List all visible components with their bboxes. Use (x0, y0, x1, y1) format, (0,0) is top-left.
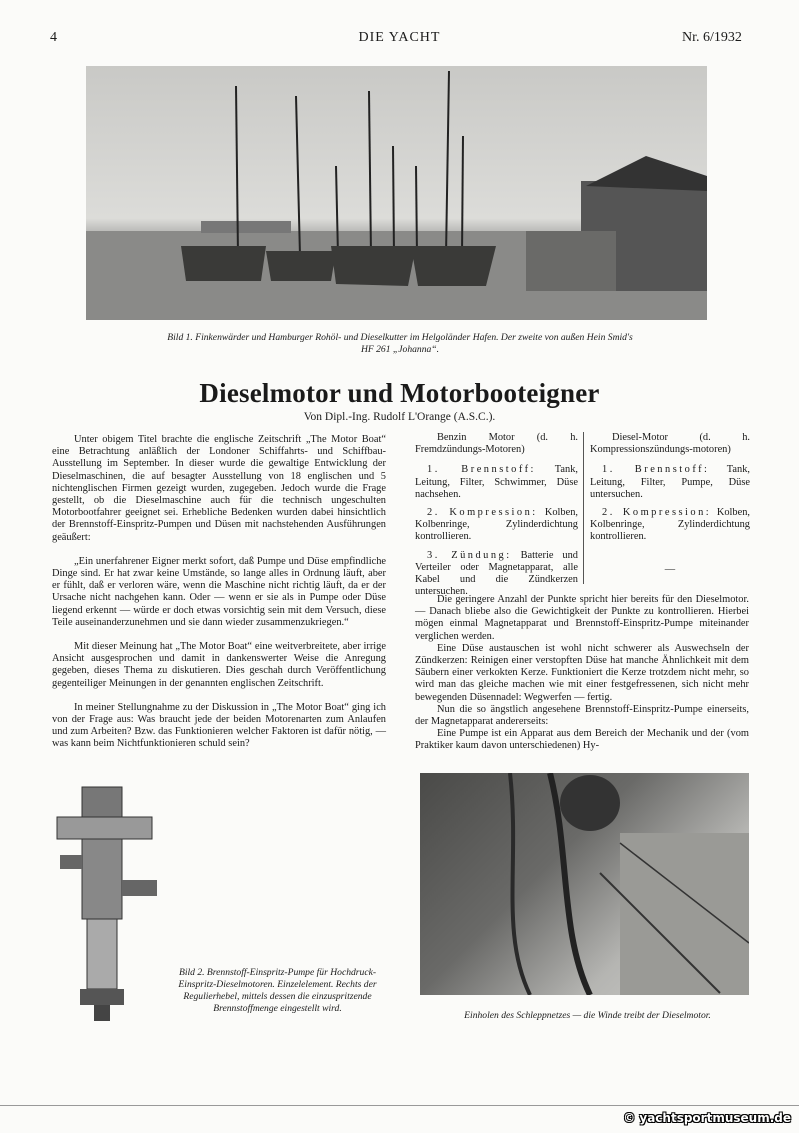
figure2-caption: Bild 2. Brennstoff-Einspritz-Pumpe für Hochdruck-Einspritz-Dieselmotoren. Einzelelement. Rechts der Regulierhebel, mittels dessen die einzuspritzende Brennstoffmenge eingestellt wird. (178, 967, 377, 1014)
paragraph: Nun die so ängstlich angesehene Brennstoff-Einspritz-Pumpe einerseits, der Magnetapparat andererseits: (415, 703, 749, 728)
benzin-item: 3. Zündung: Batterie und Verteiler oder Magnetapparat, alle Kabel und die Zündkerzen untersuchen. (415, 549, 578, 598)
figure1-caption-line1: Bild 1. Finkenwärder und Hamburger Rohöl- und Dieselkutter im Helgoländer Hafen. Der zweite von außen Hein Smid's (167, 332, 633, 343)
paragraph: Die geringere Anzahl der Punkte spricht hier bereits für den Dieselmotor. — Danach bliebe also die Gewichtigkeit der Punkte zu kontrollieren. Hierbei mögen einmal Magnetapparat und Brennstoff-Einspritz-Pumpe miteinander verglichen werden. (415, 594, 749, 642)
left-column (52, 434, 386, 763)
diesel-item: 1. Brennstoff: Tank, Leitung, Filter, Pumpe, Düse untersuchen. (590, 464, 750, 500)
watermark: © yachtsportmuseum.de (623, 1111, 791, 1125)
issue-number: Nr. 6/1932 (682, 30, 742, 45)
column-divider (583, 432, 584, 584)
paragraph: In meiner Stellungnahme zu der Diskussion in „The Motor Boat“ ging ich von der Frage aus: Was braucht jede der beiden Motorenarten zum Anlaufen und zum Arbeiten? Bzw. das Funktionieren welcher Faktoren ist dafür nötig, — was kann beim Nichtfunktionieren schuld sein? (52, 701, 386, 750)
trawl-net-illustration (420, 773, 749, 995)
injection-pump-illustration (52, 785, 162, 1025)
figure1-caption-line2: HF 261 „Johanna“. (360, 344, 440, 355)
paragraph: Mit dieser Meinung hat „The Motor Boat“ eine weitverbreitete, aber irrige Ansicht ausgesprochen und damit in dankenswerter Weise die Anregung gegeben, dieses Thema zu diskutieren. Dies geschah durch Veröffentlichung gegenteiliger Meinungen in der genannten englischen Zeitschrift. (52, 641, 386, 689)
fishing-cutters-illustration (86, 66, 707, 320)
paragraph: Unter obigem Titel brachte die englische Zeitschrift „The Motor Boat“ eine Betrachtung anläßlich der Londoner Schiffahrts- und Schiffbau-Ausstellung im September. In dieser wurde die gewaltige Entwicklung der Dieselmaschinen, die auf besagter Ausstellung von 18 englischen und 5 nichtenglischen Firmen gezeigt wurden, zugegeben. Jedoch wurde die Frage gestellt, ob die Dieselmaschine auch für die technisch ungeschulten Motorbootfahrer geeignet sei. Erhebliche Bedenken wurden dabei hinsichtlich der Brennstoff-Einspritz-Pumpen und Düsen mit nachstehenden Ausführungen geäußert: (52, 434, 386, 543)
benzin-item: 1. Brennstoff: Tank, Leitung, Filter, Schwimmer, Düse nachsehen. (415, 464, 578, 500)
trawl-net-photo (420, 773, 749, 995)
article-title: Dieselmotor und Motorbooteigner (199, 378, 600, 408)
right-column (415, 594, 749, 753)
paragraph: Eine Düse austauschen ist wohl nicht schwerer als Auswechseln der Zündkerzen: Reinigen einer verstopften Düse hat manche Ähnlichkeit mit dem Säubern einer verkokten Kerze. Funktioniert die Kerze trotzdem nicht mehr, so wird man das gleiche machen wie mit einer festgefressenen, sich nicht mehr bewegenden Düsennadel: Wegwerfen — fertig. (415, 642, 749, 703)
figure3-caption: Einholen des Schleppnetzes — die Winde treibt der Dieselmotor. (464, 1010, 711, 1021)
diesel-item: 2. Kompression: Kolben, Kolbenringe, Zylinderdichtung kontrollieren. (590, 507, 750, 543)
diesel-dash: — (664, 563, 676, 575)
article-byline: Von Dipl.-Ing. Rudolf L'Orange (A.S.C.). (303, 411, 496, 423)
footer-rule (0, 1105, 799, 1106)
benzin-heading: Benzin Motor (d. h. Fremdzündungs-Motoren) (415, 432, 578, 456)
figure1-caption (60, 332, 740, 356)
page-number: 4 (50, 30, 58, 45)
diesel-heading: Diesel-Motor (d. h. Kompressionszündungs-motoren) (590, 432, 750, 456)
paragraph: „Ein unerfahrener Eigner merkt sofort, daß Pumpe und Düse empfindliche Dinge sind. Er hat zwar keine Umstände, so lange alles in Ordnung läuft, aber er fühlt, daß er verloren wäre, wenn die Maschine nicht richtig läuft, da er der Ursache nicht nachgehen kann. Oder — wenn er sie als in Pumpe oder Düse liegend erkennt — würde er doch etwas vorsichtig sein mit dem Versuch, diese Teile auseinanderzunehmen und sie dann wieder zusammenzukriegen.“ (52, 555, 386, 628)
harbour-photo (86, 66, 707, 320)
magazine-title: DIE YACHT (358, 30, 441, 45)
paragraph: Eine Pumpe ist ein Apparat aus dem Bereich der Mechanik und der (vom Praktiker kaum davon unterschiedenen) Hy- (415, 728, 749, 752)
injection-pump-photo (52, 785, 162, 1025)
diesel-motor-column (590, 432, 750, 582)
benzin-item: 2. Kompression: Kolben, Kolbenringe, Zylinderdichtung kontrollieren. (415, 507, 578, 543)
benzin-motor-column (415, 432, 578, 604)
